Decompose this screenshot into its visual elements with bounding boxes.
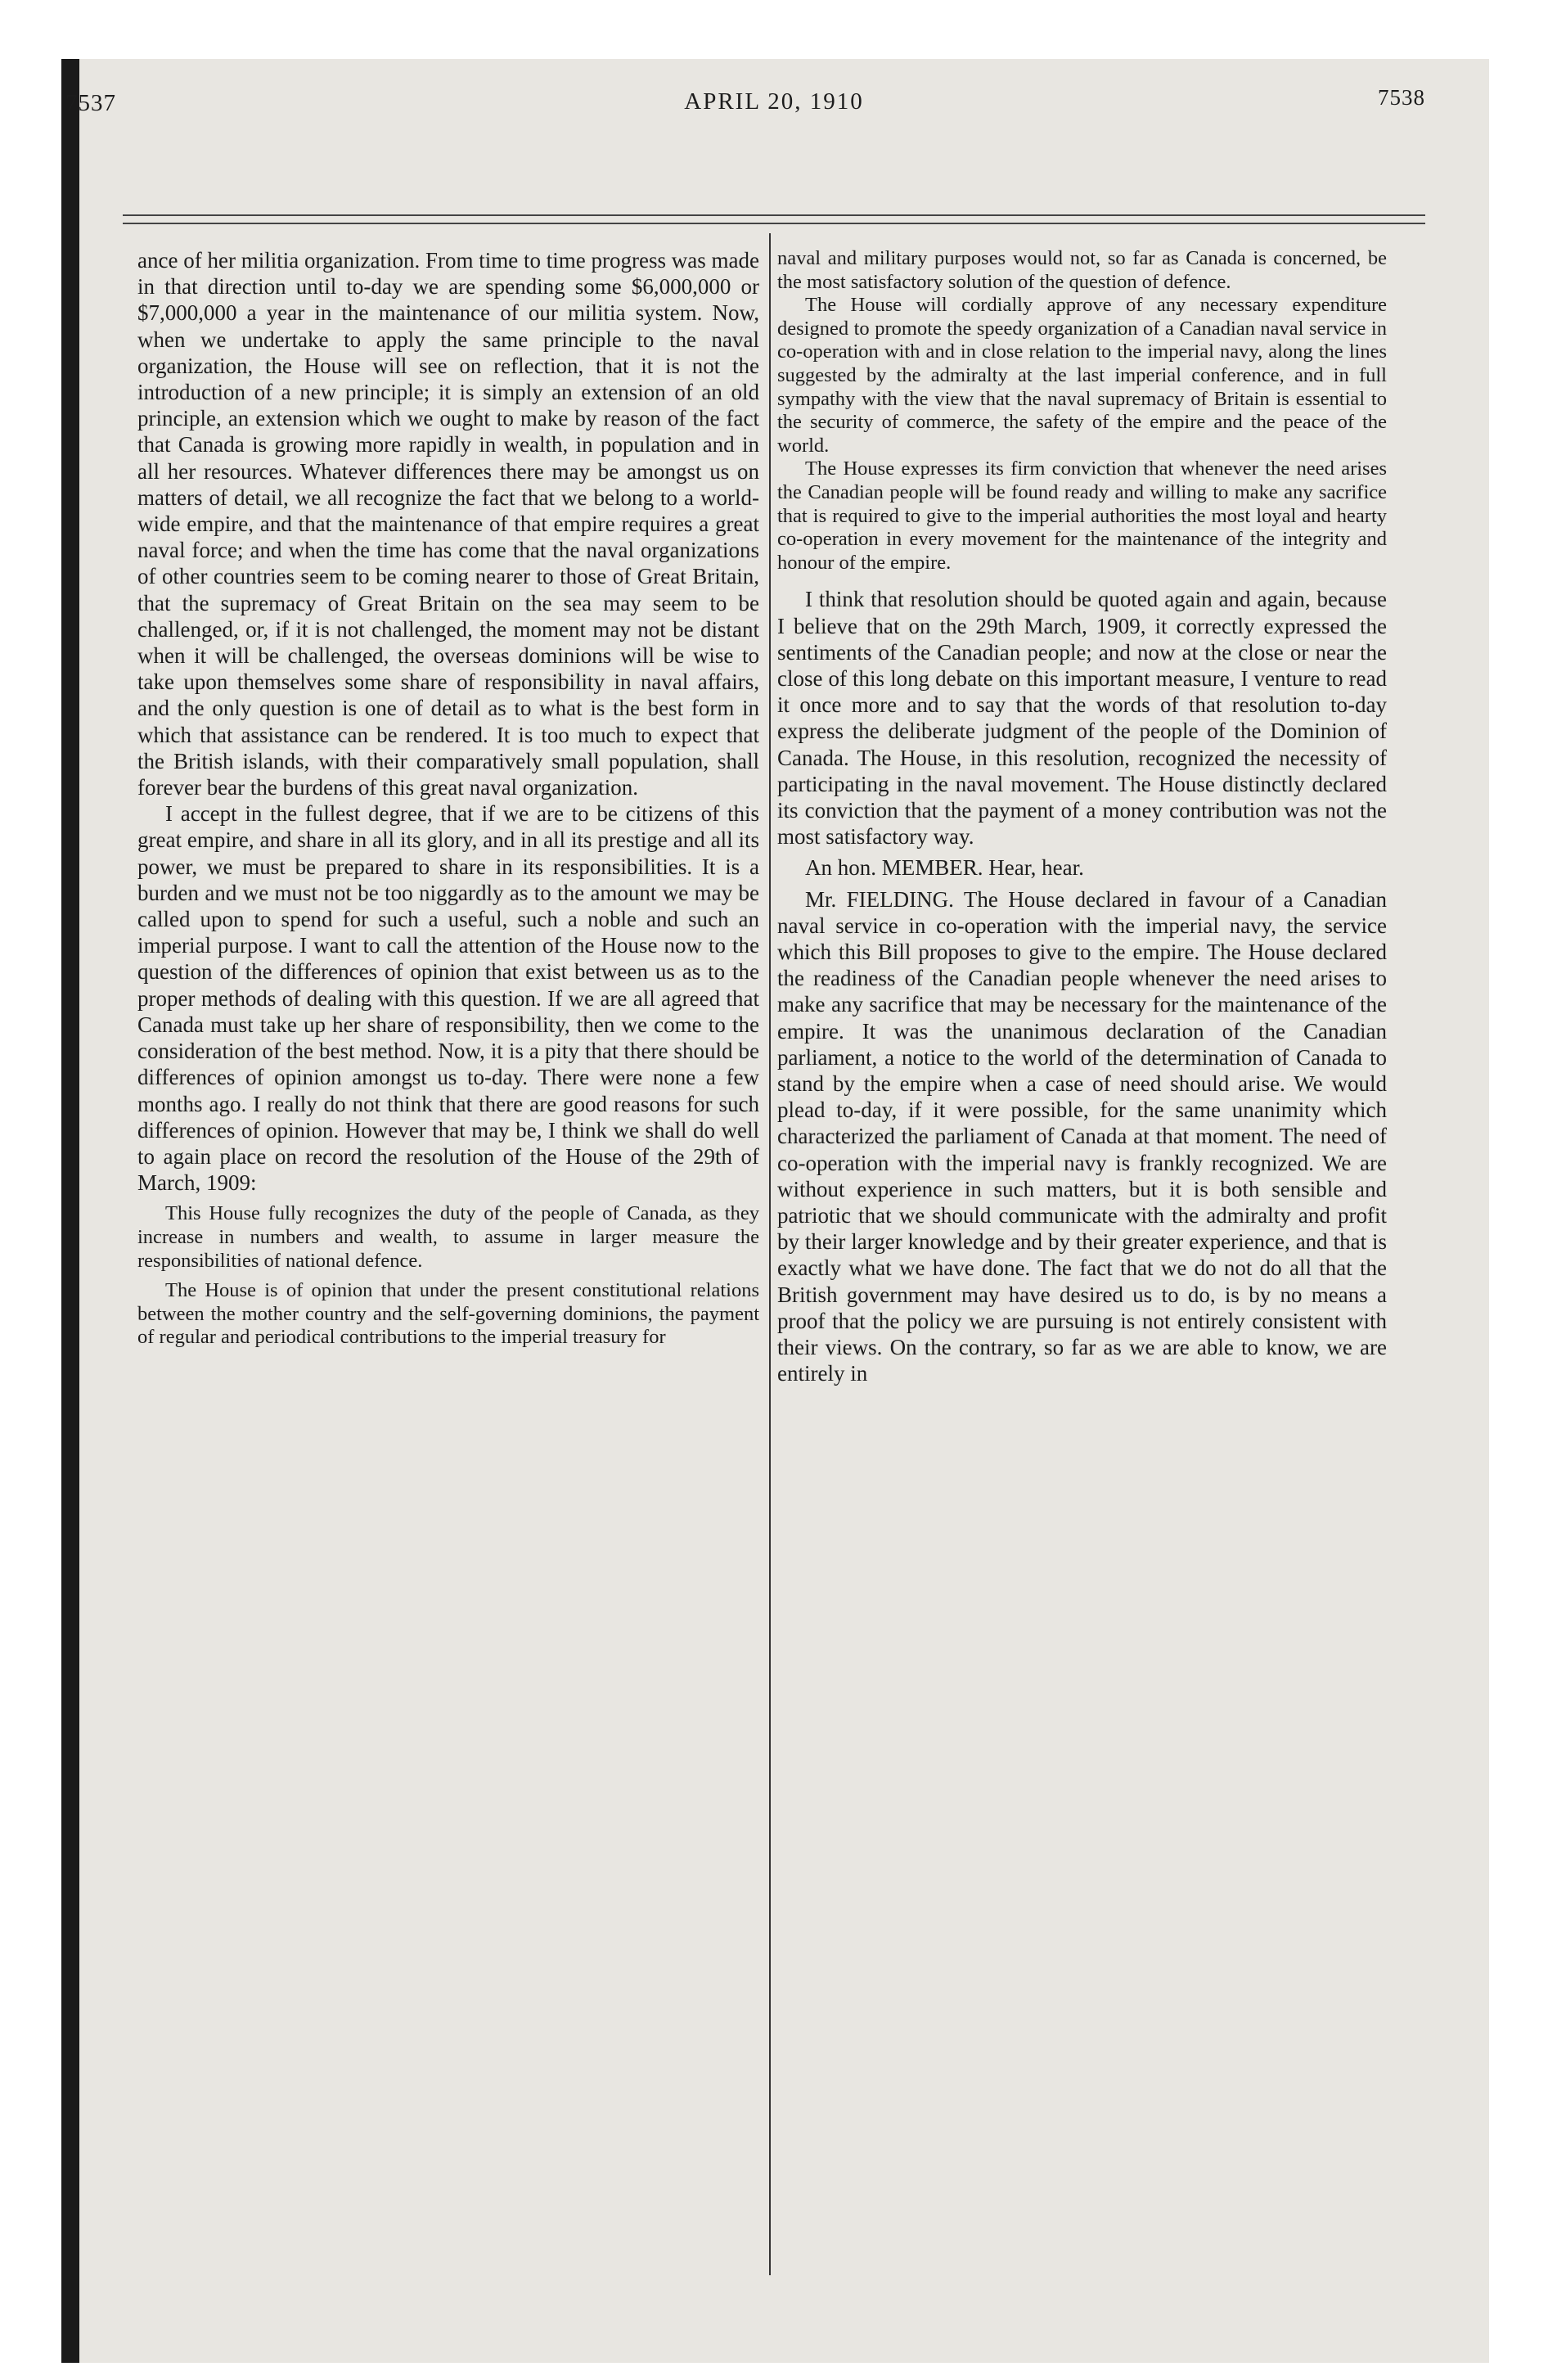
paragraph: ance of her militia organization. From time to time progress was made in that direction until to-day we are spending some $6,000,000 or $7,000,000 a year in the maintenance of our militia system. Now, when we undertake to apply the same principle to the naval organization, the House will see on reflection, that it is not the introduction of a new principle; it is simply an extension of an old principle, an extension which we ought to make by reason of the fact that Canada is growing more rapidly in wealth, in population and in all her resources. Whatever differences there may be amongst us on matters of detail, we all recognize the fact that we belong to a world-wide empire, and that the maintenance of that empire requires a great naval force; and when the time has come that the naval organizations of other countries seem to be coming nearer to those of Great Britain, that the supremacy of Great Britain on the sea may seem to be challenged, or, if it is not challenged, the moment may not be distant when it will be challenged, the overseas dominions will be wise to take upon themselves some share of responsibility in naval affairs, and the only question is one of detail as to what is the best form in which that assistance can be rendered. It is too much to expect that the British islands, with their comparatively small population, shall forever bear the burdens of this great naval organization. bbox=[137, 248, 759, 800]
paragraph: I think that resolution should be quoted again and again, because I believe that on the 29th March, 1909, it correctly expressed the sentiments of the Canadian people; and now at the close or near the close of this long debate on this important measure, I venture to read it once more and to say that the words of that resolution to-day express the deliberate judgment of the people of the Dominion of Canada. The House, in this resolution, recognized the necessity of participating in the naval movement. The House distinctly declared its conviction that the payment of a money contribution was not the most satisfactory way. bbox=[777, 587, 1387, 850]
resolution-quote: naval and military purposes would not, so far as Canada is concerned, be the most satisfactory solution of the question of defence. bbox=[777, 247, 1387, 293]
interjection: An hon. MEMBER. Hear, hear. bbox=[805, 855, 1084, 881]
left-column bbox=[137, 247, 759, 1350]
resolution-quote: This House fully recognizes the duty of the people of Canada, as they increase in numbers and wealth, to assume in larger measure the responsibilities of national defence. bbox=[137, 1202, 759, 1272]
resolution-quote: The House expresses its firm conviction that whenever the need arises the Canadian people will be found ready and willing to make any sacrifice that is required to give to the imperial authorities the most loyal and hearty co-operation in every movement for the maintenance of the integrity and honour of the empire. bbox=[777, 458, 1387, 574]
page-number-left: 7537 bbox=[65, 90, 116, 116]
resolution-quote: The House is of opinion that under the present constitutional relations between the mother country and the self-governing dominions, the payment of regular and periodical contributions to the imperial treasury for bbox=[137, 1279, 759, 1349]
page-number-right: 7538 bbox=[1378, 85, 1425, 110]
header-rule-top bbox=[123, 214, 1425, 216]
resolution-quote: The House will cordially approve of any necessary expenditure designed to promote the speedy organization of a Canadian naval service in co-operation with and in close relation to the imperial navy, along the lines suggested by the admiralty at the last imperial conference, and in full sympathy with the view that the naval supremacy of Britain is essential to the security of commerce, the safety of the empire and the peace of the world. bbox=[777, 294, 1387, 457]
column-divider bbox=[769, 233, 771, 2275]
page-date-heading: APRIL 20, 1910 bbox=[684, 88, 864, 115]
header-rule-bottom bbox=[123, 223, 1425, 224]
paragraph: I accept in the fullest degree, that if we are to be citizens of this great empire, and share in all its glory, and in all its prestige and all its power, we must be prepared to share in its responsibilities. It is a burden and we must not be too niggardly as to the amount we may be called upon to spend for such a useful, such a noble and such an imperial purpose. I want to call the attention of the House now to the question of the differences of opinion that exist between us as to the proper methods of dealing with this question. If we are all agreed that Canada must take up her share of responsibility, then we come to the consideration of the best method. Now, it is a pity that there should be differences of opinion amongst us to-day. There were none a few months ago. I really do not think that there are good reasons for such differences of opinion. However that may be, I think we shall do well to again place on record the resolution of the House of the 29th of March, 1909: bbox=[137, 801, 759, 1196]
paragraph: Mr. FIELDING. The House declared in favour of a Canadian naval service in co-operation with the imperial navy, the service which this Bill proposes to give to the empire. The House declared the readiness of the Canadian people whenever the need arises to make any sacrifice that may be necessary for the maintenance of the empire. It was the unanimous declaration of the Canadian parliament, a notice to the world of the determination of Canada to stand by the empire when a case of need should arise. We would plead to-day, if it were possible, for the same unanimity which characterized the parliament of Canada at that moment. The need of co-operation with the imperial navy is frankly recognized. We are without experience in such matters, but it is both sensible and patriotic that we should communicate with the admiralty and profit by their larger knowledge and by their greater experience, and that is exactly what we have done. The fact that we do not do all that the British government may have desired us to do, is by no means a proof that the policy we are pursuing is not entirely consistent with their views. On the contrary, so far as we are able to know, we are entirely in bbox=[777, 886, 1387, 1386]
right-column bbox=[777, 247, 1387, 1386]
